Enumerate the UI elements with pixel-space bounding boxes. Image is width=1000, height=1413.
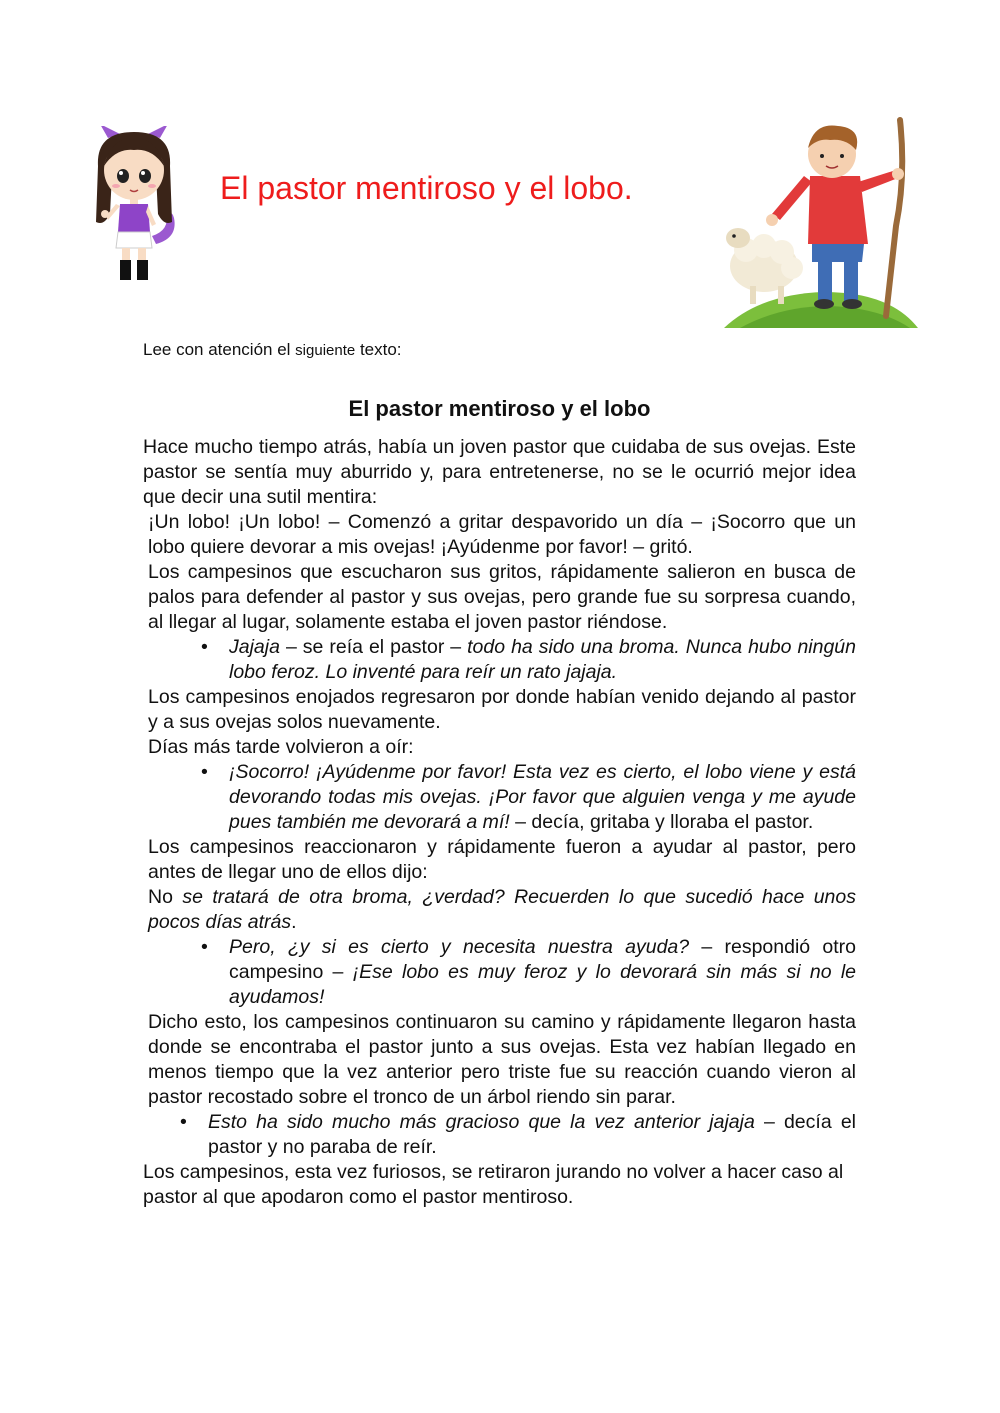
- story-bullet-4: • Esto ha sido mucho más gracioso que la vez anterior jajaja – decía el pastor y no paraba de reír.: [143, 1110, 856, 1160]
- instruction-part-1: Lee con atención el: [143, 340, 296, 359]
- story-bullet-3: • Pero, ¿y si es cierto y necesita nuestra ayuda? – respondió otro campesino – ¡Ese lobo es muy feroz y lo devorará sin más si no le ayudamos!: [143, 935, 856, 1010]
- story-paragraph-2: ¡Un lobo! ¡Un lobo! – Comenzó a gritar despavorido un día – ¡Socorro que un lobo quiere devorar a mis ovejas! ¡Ayúdenme por favor! – gritó.: [148, 511, 856, 558]
- girl-illustration: [86, 126, 182, 284]
- story-paragraph-6: Los campesinos reaccionaron y rápidamente fueron a ayudar al pastor, pero antes de llegar uno de ellos dijo:: [148, 836, 856, 883]
- instruction-text: [143, 340, 402, 360]
- story-paragraph-5: Días más tarde volvieron a oír:: [148, 736, 414, 758]
- story-paragraph-3: Los campesinos que escucharon sus gritos, rápidamente salieron en busca de palos para defender al pastor y sus ovejas, pero grande fue su sorpresa cuando, al llegar al lugar, solamente estaba el joven pastor riéndose.: [148, 561, 856, 633]
- worksheet-title: El pastor mentiroso y el lobo.: [220, 170, 633, 206]
- story-paragraph-7: No se tratará de otra broma, ¿verdad? Recuerden lo que sucedió hace unos pocos días atrás.: [148, 886, 856, 933]
- story-paragraph-1: Hace mucho tiempo atrás, había un joven pastor que cuidaba de sus ovejas. Este pastor se sentía muy aburrido y, para entretenerse, no se le ocurrió mejor idea que decir una sutil mentira:: [143, 436, 856, 508]
- instruction-part-2: siguiente: [295, 342, 356, 359]
- story-title: El pastor mentiroso y el lobo: [348, 396, 651, 421]
- story-bullet-2: • ¡Socorro! ¡Ayúdenme por favor! Esta vez es cierto, el lobo viene y está devorando todas mis ovejas. ¡Por favor que alguien venga y me ayude pues también me devorará a mí! – decía, gritaba y lloraba el pastor.: [143, 760, 856, 835]
- shepherd-illustration: [720, 116, 920, 330]
- story-bullet-list-1: [143, 635, 856, 685]
- story-paragraph-4: Los campesinos enojados regresaron por donde habían venido dejando al pastor y a sus ovejas solos nuevamente.: [148, 686, 856, 733]
- story-bullet-list-2: [143, 760, 856, 835]
- story-bullet-list-4: [143, 1110, 856, 1160]
- instruction-part-3: texto:: [355, 340, 402, 359]
- story-bullet-1: • Jajaja – se reía el pastor – todo ha sido una broma. Nunca hubo ningún lobo feroz. Lo inventé para reír un rato jajaja.: [143, 635, 856, 685]
- story-paragraph-9: Los campesinos, esta vez furiosos, se retiraron jurando no volver a hacer caso al pastor al que apodaron como el pastor mentiroso.: [143, 1161, 844, 1208]
- story-bullet-list-3: [143, 935, 856, 1010]
- story-body: [143, 435, 856, 1210]
- story-paragraph-8: Dicho esto, los campesinos continuaron su camino y rápidamente llegaron hasta donde se encontraba el pastor junto a sus ovejas. Esta vez habían llegado en menos tiempo que la vez anterior pero triste fue su reacción cuando vieron al pastor recostado sobre el tronco de un árbol riendo sin parar.: [148, 1011, 856, 1108]
